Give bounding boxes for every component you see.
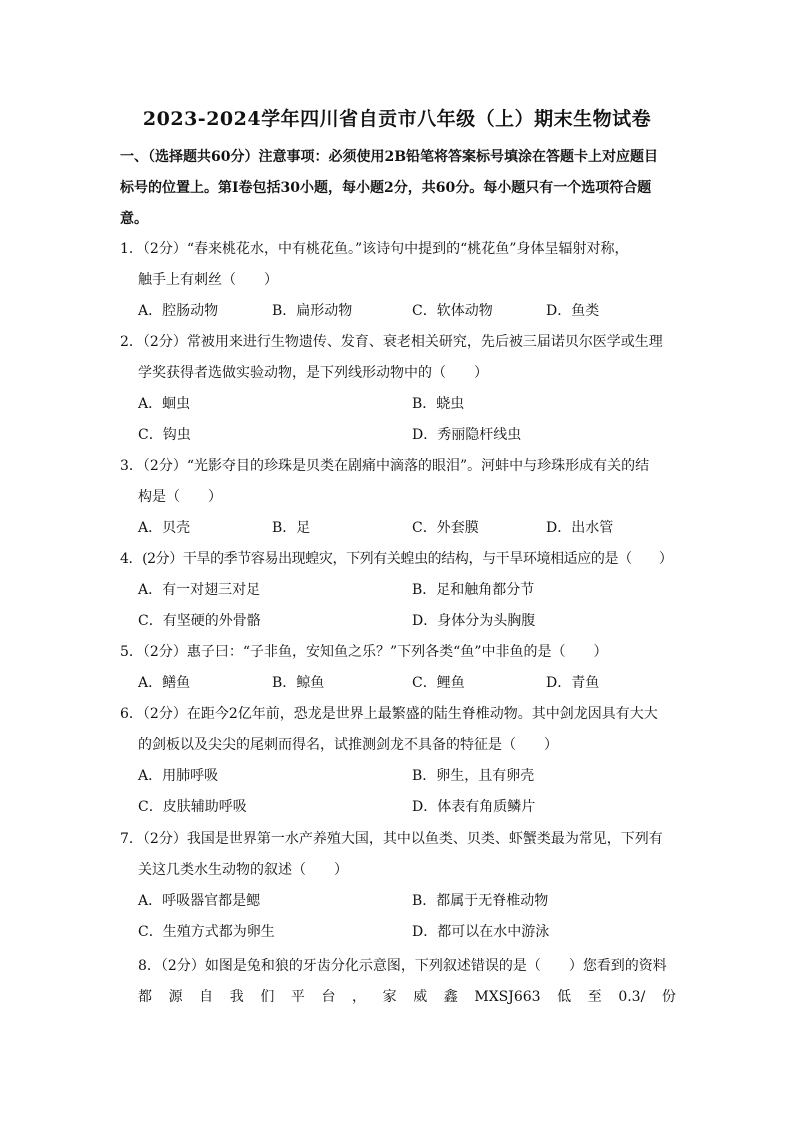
option-b: B．鲸鱼 <box>272 675 325 691</box>
question-3-options <box>138 513 678 544</box>
option-b: B．蛲虫 <box>412 396 465 412</box>
question-stem: 5．（2分）惠子曰：“子非鱼，安知鱼之乐？”下列各类“鱼”中非鱼的是（ ） <box>120 644 608 660</box>
option-d: D．秀丽隐杆线虫 <box>412 427 522 443</box>
question-stem: 1．（2分）“春来桃花水，中有桃花鱼。”该诗句中提到的“桃花鱼”身体呈辐射对称， <box>120 241 629 257</box>
question-1 <box>120 234 680 296</box>
watermark-word: 平 <box>290 989 305 1005</box>
section-line-2: 标号的位置上。第Ⅰ卷包括30小题，每小题2分，共60分。每小题只有一个选项符合题 <box>120 180 652 196</box>
watermark-word: 我 <box>229 989 244 1005</box>
option-d: D．体表有角质鳞片 <box>412 799 536 815</box>
watermark-word: 至 <box>587 989 602 1005</box>
watermark-word: 威 <box>413 989 428 1005</box>
section-line-3: 意。 <box>120 211 148 227</box>
option-a: A．腔肠动物 <box>138 303 219 319</box>
question-2-options-row1 <box>138 389 678 420</box>
option-b: B．足 <box>272 520 311 536</box>
watermark-word: 都 <box>138 989 152 1005</box>
question-2 <box>120 327 680 389</box>
question-1-options <box>138 296 678 327</box>
question-5 <box>120 637 680 668</box>
question-3 <box>120 451 680 513</box>
question-7 <box>120 824 680 886</box>
option-a: A．贝壳 <box>138 520 191 536</box>
question-7-options-row2 <box>138 917 678 948</box>
option-d: D．鱼类 <box>546 303 600 319</box>
question-4 <box>120 544 680 575</box>
option-d: D．身体分为头胸腹 <box>412 613 536 629</box>
option-d: D．都可以在水中游泳 <box>412 924 550 940</box>
question-stem: 3．（2分）“光影夺目的珍珠是贝类在剧痛中滴落的眼泪”。河蚌中与珍珠形成有关的结 <box>120 458 650 474</box>
watermark-word: 鑫 <box>443 989 458 1005</box>
watermark-word: 们 <box>260 989 275 1005</box>
option-b: B．卵生，且有卵壳 <box>412 768 535 784</box>
question-stem-cont: 学奖获得者选做实验动物，是下列线形动物中的（ ） <box>138 365 488 381</box>
option-d: D．青鱼 <box>546 675 600 691</box>
option-c: C．皮肤辅助呼吸 <box>138 799 247 815</box>
option-c: C．有坚硬的外骨骼 <box>138 613 261 629</box>
option-a: A．鳝鱼 <box>138 675 191 691</box>
watermark-word: 0.3/ <box>618 989 646 1005</box>
watermark-word: 台 <box>321 989 336 1005</box>
watermark-word: 份 <box>661 989 676 1005</box>
option-c: C．钩虫 <box>138 427 191 443</box>
option-a: A．呼吸器官都是鳃 <box>138 893 261 909</box>
option-c: C．鲤鱼 <box>412 675 465 691</box>
watermark-word: ， <box>352 989 367 1005</box>
question-6-options-row2 <box>138 792 678 823</box>
section-line-1: 一、（选择题共60分）注意事项：必须使用2B铅笔将答案标号填涂在答题卡上对应题目 <box>120 149 659 165</box>
option-c: C．生殖方式都为卵生 <box>138 924 275 940</box>
option-d: D．出水管 <box>546 520 614 536</box>
option-b: B．足和触角都分节 <box>412 582 535 598</box>
option-b: B．都属于无脊椎动物 <box>412 893 549 909</box>
option-a: A．有一对翅三对足 <box>138 582 261 598</box>
watermark-word: MXSJ663 <box>474 989 541 1005</box>
option-b: B．扁形动物 <box>272 303 353 319</box>
watermark-word: 家 <box>382 989 397 1005</box>
question-4-options-row1 <box>138 575 678 606</box>
question-stem: 8．（2分）如图是兔和狼的牙齿分化示意图，下列叙述错误的是（ ）您看到的资料 <box>138 958 667 974</box>
question-6-options-row1 <box>138 761 678 792</box>
option-c: C．软体动物 <box>412 303 493 319</box>
watermark-word: 自 <box>199 989 214 1005</box>
watermark-line <box>138 982 676 1013</box>
question-stem: 6．（2分）在距今2亿年前，恐龙是世界上最繁盛的陆生脊椎动物。其中剑龙因具有大大 <box>120 706 658 722</box>
question-5-options <box>138 668 678 699</box>
question-7-options-row1 <box>138 886 678 917</box>
watermark-word: 低 <box>557 989 572 1005</box>
question-6 <box>120 699 680 761</box>
question-stem: 7．（2分）我国是世界第一水产养殖大国，其中以鱼类、贝类、虾蟹类最为常见，下列有 <box>120 831 663 847</box>
option-a: A．蛔虫 <box>138 396 191 412</box>
question-stem-cont: 关这几类水生动物的叙述（ ） <box>138 862 348 878</box>
question-stem: 4．(2分）干旱的季节容易出现蝗灾，下列有关蝗虫的结构，与干旱环境相适应的是（ ） <box>120 551 673 567</box>
section-instructions <box>120 142 676 235</box>
question-2-options-row2 <box>138 420 678 451</box>
watermark-word: 源 <box>168 989 183 1005</box>
exam-title: 2023-2024学年四川省自贡市八年级（上）期末生物试卷 <box>142 108 652 130</box>
option-a: A．用肺呼吸 <box>138 768 219 784</box>
question-stem: 2．（2分）常被用来进行生物遗传、发育、衰老相关研究，先后被三届诺贝尔医学或生理 <box>120 334 663 350</box>
question-stem-cont: 构是（ ） <box>138 489 222 505</box>
question-stem-cont: 的剑板以及尖尖的尾刺而得名，试推测剑龙不具备的特征是（ ） <box>138 737 558 753</box>
question-8 <box>138 951 678 982</box>
question-stem-cont: 触手上有刺丝（ ） <box>138 272 278 288</box>
option-c: C．外套膜 <box>412 520 479 536</box>
question-4-options-row2 <box>138 606 678 637</box>
